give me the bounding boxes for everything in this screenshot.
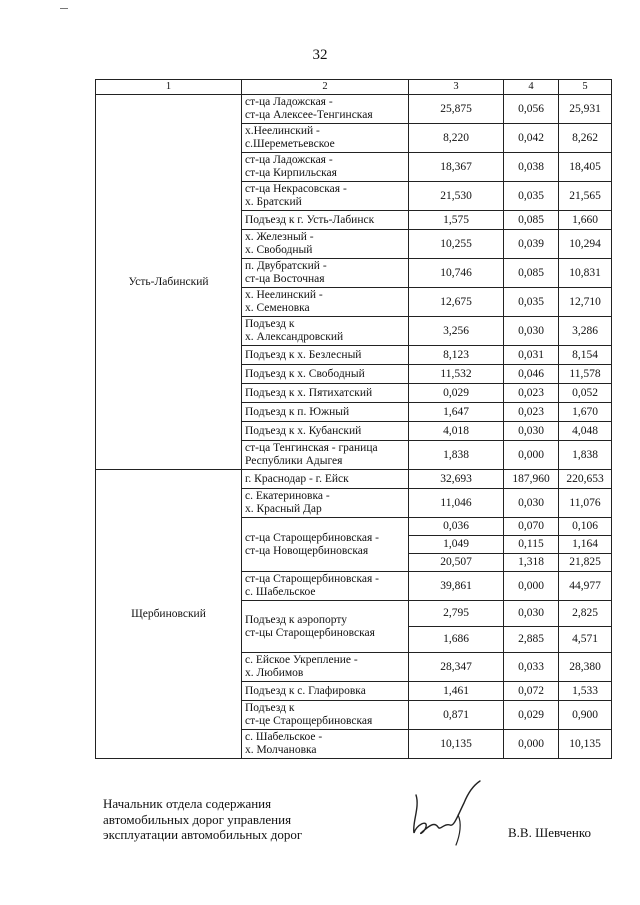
length-cell-col4: 0,035 <box>504 288 559 317</box>
length-cell-col5: 25,931 <box>559 95 612 124</box>
length-cell-col3: 8,220 <box>409 124 504 153</box>
road-name-line: г. Краснодар - г. Ейск <box>245 472 349 485</box>
length-cell-col5: 3,286 <box>559 317 612 346</box>
length-cell-col4: 0,039 <box>504 230 559 259</box>
length-cell-col4: 0,023 <box>504 403 559 422</box>
road-name-cell <box>242 682 409 701</box>
road-name-cell <box>242 182 409 211</box>
road-name-line: ст-ца Алексее-Тенгинская <box>245 109 373 121</box>
road-name-line: х. Любимов <box>245 667 304 679</box>
road-name-line: п. Двубратский - <box>245 260 327 272</box>
road-name-cell <box>242 288 409 317</box>
length-cell-col3: 10,746 <box>409 259 504 288</box>
road-name-line: х. Железный - <box>245 231 314 243</box>
handwritten-signature <box>398 775 493 850</box>
road-name-line: ст-ца Ладожская - <box>245 154 333 166</box>
road-name-cell <box>242 441 409 470</box>
length-cell-col5: 2,825 <box>559 601 612 627</box>
length-cell-col3: 3,256 <box>409 317 504 346</box>
length-cell-col4: 0,031 <box>504 346 559 365</box>
signer-position-line: эксплуатации автомобильных дорог <box>103 827 303 842</box>
road-name-cell <box>242 653 409 682</box>
signature-block <box>103 796 302 843</box>
length-cell-col3: 0,036 <box>409 518 504 536</box>
length-cell-col4: 1,318 <box>504 554 559 572</box>
length-cell-col3: 18,367 <box>409 153 504 182</box>
road-name-cell <box>242 572 409 601</box>
signer-position-line: автомобильных дорог управления <box>103 811 292 827</box>
length-cell-col3: 11,046 <box>409 489 504 518</box>
length-cell-col3: 32,693 <box>409 470 504 489</box>
length-cell-col4: 187,960 <box>504 470 559 489</box>
length-cell-col3: 10,135 <box>409 730 504 759</box>
table-header-row <box>96 80 612 95</box>
length-cell-col4: 0,029 <box>504 701 559 730</box>
length-cell-col5: 11,578 <box>559 365 612 384</box>
road-name-cell <box>242 259 409 288</box>
region-cell: Щербиновский <box>96 470 242 759</box>
length-cell-col4: 0,023 <box>504 384 559 403</box>
length-cell-col4: 0,046 <box>504 365 559 384</box>
length-cell-col5: 10,294 <box>559 230 612 259</box>
road-name-line: ст-цы Старощербиновская <box>245 626 375 639</box>
page-number: 32 <box>312 47 328 63</box>
length-cell-col3: 20,507 <box>409 554 504 572</box>
road-name-line: Подъезд к г. Усть-Лабинск <box>245 213 375 226</box>
region-cell: Усть-Лабинский <box>96 95 242 470</box>
signer-position-line: Начальник отдела содержания <box>103 796 272 811</box>
road-name-cell <box>242 470 409 489</box>
road-name-line: х. Молчановка <box>245 744 317 756</box>
road-name-cell <box>242 211 409 230</box>
header-cell: 2 <box>242 80 409 95</box>
header-cell: 3 <box>409 80 504 95</box>
road-name-line: Подъезд к х. Кубанский <box>245 424 362 437</box>
length-cell-col5: 18,405 <box>559 153 612 182</box>
length-cell-col5: 1,164 <box>559 536 612 554</box>
road-name-cell <box>242 730 409 759</box>
road-name-line: х. Семеновка <box>245 302 310 314</box>
road-name-line: х. Братский <box>245 196 302 208</box>
road-name-cell <box>242 124 409 153</box>
length-cell-col4: 0,085 <box>504 211 559 230</box>
road-name-cell <box>242 153 409 182</box>
header-cell: 1 <box>96 80 242 95</box>
length-cell-col4: 0,072 <box>504 682 559 701</box>
road-name-line: ст-ца Старощербиновская - <box>245 531 379 544</box>
length-cell-col5: 21,825 <box>559 554 612 572</box>
length-cell-col3: 28,347 <box>409 653 504 682</box>
length-cell-col5: 10,135 <box>559 730 612 759</box>
road-name-cell <box>242 489 409 518</box>
road-name-cell <box>242 365 409 384</box>
length-cell-col3: 1,647 <box>409 403 504 422</box>
length-cell-col5: 8,262 <box>559 124 612 153</box>
header-cell: 4 <box>504 80 559 95</box>
length-cell-col3: 39,861 <box>409 572 504 601</box>
length-cell-col4: 0,000 <box>504 572 559 601</box>
length-cell-col4: 0,033 <box>504 653 559 682</box>
length-cell-col5: 4,571 <box>559 627 612 653</box>
road-name-cell <box>242 95 409 124</box>
length-cell-col3: 1,686 <box>409 627 504 653</box>
road-name-line: Подъезд к аэропорту <box>245 613 347 626</box>
header-cell: 5 <box>559 80 612 95</box>
road-name-line: с. Шабельское - <box>245 731 323 743</box>
length-cell-col4: 0,030 <box>504 601 559 627</box>
length-cell-col5: 1,533 <box>559 682 612 701</box>
length-cell-col4: 0,030 <box>504 317 559 346</box>
length-cell-col5: 11,076 <box>559 489 612 518</box>
road-name-cell <box>242 701 409 730</box>
road-name-line: ст-ца Кирпильская <box>245 167 337 179</box>
road-name-line: Подъезд к х. Пятихатский <box>245 386 373 399</box>
road-name-line: Подъезд к х. Безлесный <box>245 348 362 361</box>
length-cell-col5: 0,052 <box>559 384 612 403</box>
road-name-line: х. Александровский <box>245 331 344 343</box>
road-name-line: х. Неелинский - <box>245 289 323 301</box>
length-cell-col4: 0,085 <box>504 259 559 288</box>
road-name-cell <box>242 518 409 572</box>
road-name-line: с. Ейское Укрепление - <box>245 654 358 666</box>
length-cell-col3: 11,532 <box>409 365 504 384</box>
road-name-line: ст-ца Тенгинская - граница <box>245 442 378 454</box>
road-name-line: х.Неелинский - <box>245 125 320 137</box>
roads-table <box>95 79 612 759</box>
road-name-line: ст-ца Некрасовская - <box>245 183 347 195</box>
road-name-cell <box>242 601 409 653</box>
length-cell-col5: 1,660 <box>559 211 612 230</box>
road-name-line: с. Шабельское <box>245 586 316 598</box>
length-cell-col3: 1,461 <box>409 682 504 701</box>
length-cell-col3: 10,255 <box>409 230 504 259</box>
table-row <box>96 470 612 489</box>
length-cell-col3: 12,675 <box>409 288 504 317</box>
length-cell-col3: 1,575 <box>409 211 504 230</box>
length-cell-col5: 0,106 <box>559 518 612 536</box>
length-cell-col5: 28,380 <box>559 653 612 682</box>
length-cell-col4: 0,056 <box>504 95 559 124</box>
length-cell-col4: 0,115 <box>504 536 559 554</box>
length-cell-col3: 21,530 <box>409 182 504 211</box>
length-cell-col3: 2,795 <box>409 601 504 627</box>
road-name-cell <box>242 346 409 365</box>
length-cell-col5: 44,977 <box>559 572 612 601</box>
length-cell-col4: 0,038 <box>504 153 559 182</box>
length-cell-col5: 12,710 <box>559 288 612 317</box>
length-cell-col4: 0,000 <box>504 441 559 470</box>
length-cell-col3: 4,018 <box>409 422 504 441</box>
road-name-line: с.Шереметьевское <box>245 138 335 150</box>
length-cell-col3: 25,875 <box>409 95 504 124</box>
road-name-cell <box>242 422 409 441</box>
road-name-line: Подъезд к х. Свободный <box>245 367 365 380</box>
length-cell-col3: 1,838 <box>409 441 504 470</box>
signer-name: В.В. Шевченко <box>508 825 592 840</box>
length-cell-col4: 0,070 <box>504 518 559 536</box>
road-name-line: х. Свободный <box>245 244 313 256</box>
road-name-cell <box>242 317 409 346</box>
length-cell-col3: 8,123 <box>409 346 504 365</box>
road-name-line: Подъезд к с. Глафировка <box>245 684 366 697</box>
road-name-line: ст-ца Новощербиновская <box>245 544 369 557</box>
road-name-line: ст-ца Старощербиновская - <box>245 573 379 585</box>
road-name-cell <box>242 384 409 403</box>
road-name-line: Республики Адыгея <box>245 455 343 467</box>
length-cell-col5: 1,838 <box>559 441 612 470</box>
length-cell-col4: 0,042 <box>504 124 559 153</box>
length-cell-col5: 0,900 <box>559 701 612 730</box>
road-name-cell <box>242 230 409 259</box>
table-row <box>96 95 612 124</box>
length-cell-col4: 0,035 <box>504 182 559 211</box>
scan-mark <box>60 8 68 9</box>
length-cell-col4: 0,000 <box>504 730 559 759</box>
length-cell-col5: 8,154 <box>559 346 612 365</box>
road-name-line: Подъезд к п. Южный <box>245 405 350 418</box>
length-cell-col5: 10,831 <box>559 259 612 288</box>
length-cell-col3: 0,029 <box>409 384 504 403</box>
length-cell-col5: 1,670 <box>559 403 612 422</box>
length-cell-col5: 4,048 <box>559 422 612 441</box>
length-cell-col5: 21,565 <box>559 182 612 211</box>
road-name-line: Подъезд к <box>245 702 295 714</box>
length-cell-col4: 0,030 <box>504 489 559 518</box>
road-name-line: с. Екатериновка - <box>245 490 330 502</box>
road-name-line: Подъезд к <box>245 318 295 330</box>
road-name-line: ст-ца Ладожская - <box>245 96 333 108</box>
road-name-line: х. Красный Дар <box>245 503 322 515</box>
length-cell-col3: 0,871 <box>409 701 504 730</box>
length-cell-col5: 220,653 <box>559 470 612 489</box>
length-cell-col3: 1,049 <box>409 536 504 554</box>
road-name-line: ст-це Старощербиновская <box>245 715 373 727</box>
road-name-line: ст-ца Восточная <box>245 273 325 285</box>
length-cell-col4: 0,030 <box>504 422 559 441</box>
length-cell-col4: 2,885 <box>504 627 559 653</box>
road-name-cell <box>242 403 409 422</box>
